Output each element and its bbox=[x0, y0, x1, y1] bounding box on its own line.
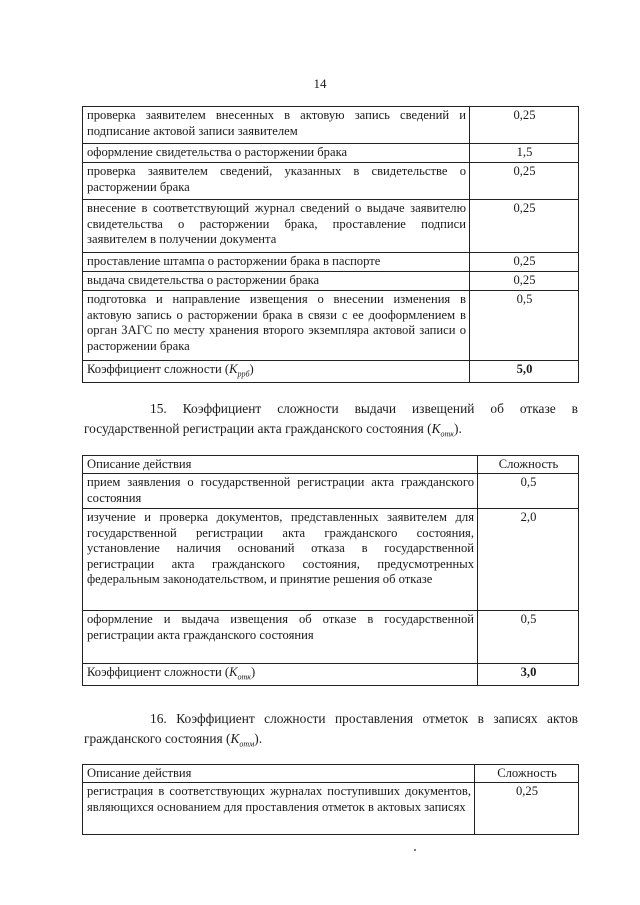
complexity-value: 0,25 bbox=[470, 200, 579, 253]
complexity-value: 2,0 bbox=[478, 509, 579, 611]
coefficient-symbol: $K_{отк}$ bbox=[431, 421, 455, 439]
complexity-value: 0,5 bbox=[470, 291, 579, 361]
table-row bbox=[83, 200, 579, 253]
column-header-complexity: Сложность bbox=[478, 456, 579, 474]
scan-speck bbox=[414, 849, 416, 851]
coefficient-symbol: $K_{отм}$ bbox=[230, 731, 255, 749]
column-header-description: Описание действия bbox=[83, 456, 478, 474]
table-row bbox=[83, 163, 579, 200]
table-header-row bbox=[83, 765, 579, 783]
section-16-heading: 16. Коэффициент сложности проставления отметок в записях актов гражданского состояния $(K_{отм})$. bbox=[84, 711, 578, 749]
action-description: внесение в соответствующий журнал сведений о выдаче заявителю свидетельства о расторжении брака, проставление подписи заявителем в получении документа bbox=[83, 200, 470, 253]
complexity-value: 0,25 bbox=[470, 253, 579, 272]
action-description: регистрация в соответствующих журналах поступивших документов, являющихся основанием для проставления отметок в актовых записях bbox=[83, 783, 475, 835]
complexity-value: 0,25 bbox=[470, 107, 579, 144]
complexity-value: 0,25 bbox=[475, 783, 579, 835]
table-row bbox=[83, 272, 579, 291]
action-description: прием заявления о государственной регистрации акта гражданского состояния bbox=[83, 474, 478, 509]
section-15-heading: 15. Коэффициент сложности выдачи извещений об отказе в государственной регистрации акта гражданского состояния $(K_{отк})$. bbox=[84, 401, 578, 439]
action-description: проверка заявителем внесенных в актовую запись сведений и подписание актовой записи заявителем bbox=[83, 107, 470, 144]
table-divorce-actions bbox=[82, 106, 579, 383]
complexity-value: 0,25 bbox=[470, 272, 579, 291]
coefficient-symbol: $K_{отк}$ bbox=[229, 665, 252, 682]
table-row bbox=[83, 144, 579, 163]
table-row bbox=[83, 611, 579, 664]
column-header-complexity: Сложность bbox=[475, 765, 579, 783]
table-row bbox=[83, 107, 579, 144]
action-description: изучение и проверка документов, представленных заявителем для государственной регистрации акта гражданского состояния, установление наличия оснований отказа в государственной регистрации акта гражданского состояния, предусмотренных федеральным законодательством, и принятие решения об отказе bbox=[83, 509, 478, 611]
action-description: оформление и выдача извещения об отказе в государственной регистрации акта гражданского состояния bbox=[83, 611, 478, 664]
total-row bbox=[83, 361, 579, 383]
column-header-description: Описание действия bbox=[83, 765, 475, 783]
table-row bbox=[83, 253, 579, 272]
action-description: проверка заявителем сведений, указанных в свидетельстве о расторжении брака bbox=[83, 163, 470, 200]
table-header-row bbox=[83, 456, 579, 474]
action-description: оформление свидетельства о расторжении брака bbox=[83, 144, 470, 163]
page-number: 14 bbox=[313, 76, 327, 91]
table-row bbox=[83, 291, 579, 361]
total-value: 5,0 bbox=[470, 361, 579, 383]
action-description: выдача свидетельства о расторжении брака bbox=[83, 272, 470, 291]
table-row bbox=[83, 509, 579, 611]
table-marks-in-records bbox=[82, 764, 579, 835]
complexity-value: 1,5 bbox=[470, 144, 579, 163]
action-description: подготовка и направление извещения о внесении изменения в актовую запись о расторжении брака в связи с ее дооформлением в орган ЗАГС по месту хранения второго экземпляра актовой записи о расторжении брака bbox=[83, 291, 470, 361]
coefficient-symbol: $K_{ррб}$ bbox=[229, 362, 250, 379]
total-row bbox=[83, 664, 579, 686]
total-label: Коэффициент сложности $(K_{отк})$ bbox=[83, 664, 478, 686]
action-description: проставление штампа о расторжении брака в паспорте bbox=[83, 253, 470, 272]
table-row bbox=[83, 474, 579, 509]
total-value: 3,0 bbox=[478, 664, 579, 686]
complexity-value: 0,5 bbox=[478, 611, 579, 664]
table-refusal-notices bbox=[82, 455, 579, 686]
table-row bbox=[83, 783, 579, 835]
complexity-value: 0,25 bbox=[470, 163, 579, 200]
total-label: Коэффициент сложности $(K_{ррб})$ bbox=[83, 361, 470, 383]
complexity-value: 0,5 bbox=[478, 474, 579, 509]
